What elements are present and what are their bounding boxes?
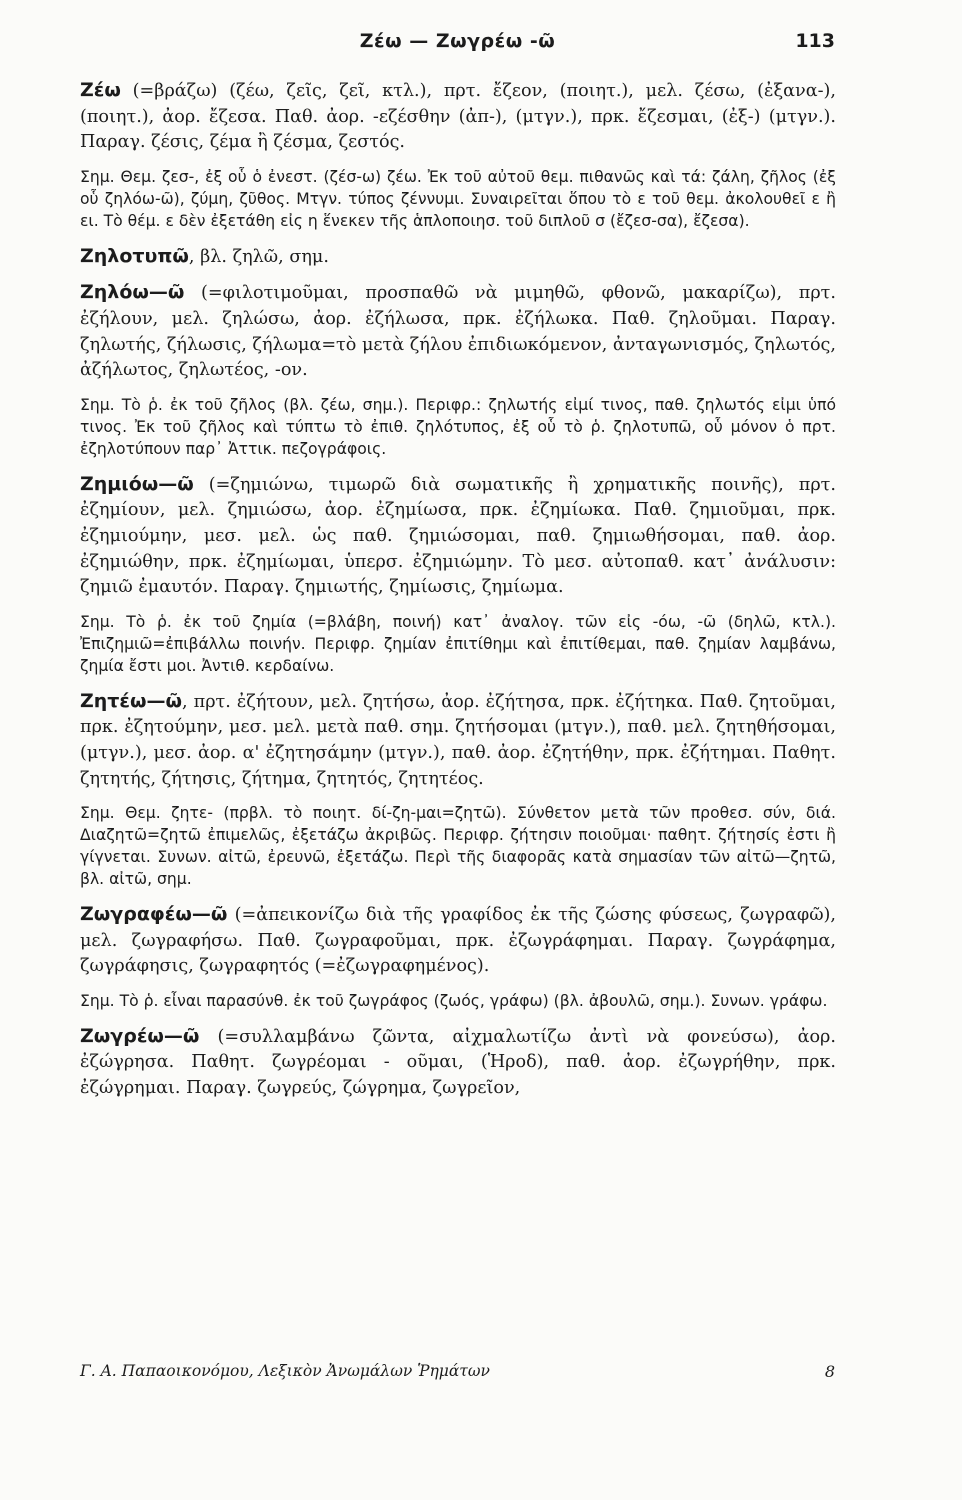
entry-zogreo: [80, 1024, 836, 1102]
page-number: 113: [795, 30, 835, 52]
entry-zeteo: [80, 689, 836, 792]
entry-note: Σημ. Τὸ ῥ. ἐκ τοῦ ζῆλος (βλ. ζέω, σημ.). Περιφρ.: ζηλωτής εἰμί τινος, παθ. ζηλωτός εἰμι ὑπό τινος. Ἐκ τοῦ ζῆλος καὶ τύπτω τὸ ἐπιθ. ζηλότυπος, ἐξ οὗ τὸ ῥ. ζηλοτυπῶ, οὗ μόνον ὁ πρτ. ἐζηλοτύπουν παρ᾽ Ἀττικ. πεζογράφοις.: [80, 395, 836, 458]
page-body: [80, 78, 836, 1112]
entry-note: Σημ. Θεμ. ζεσ-, ἐξ οὗ ὁ ἐνεστ. (ζέσ-ω) ζέω. Ἐκ τοῦ αὐτοῦ θεμ. πιθανῶς καὶ τά: ζάλη, ζῆλος (ἐξ οὗ ζηλόω-ῶ), ζύμη, ζῦθος. Μτγν. τύπος ζέννυμι. Συναιρεῖται ὅπου τὸ ε τοῦ θεμ. ἀκολουθεῖ ε ἢ ει. Τὸ θέμ. ε δὲν ἐξετάθη εἰς η ἕνεκεν τῆς ἁπλοποιησ. τοῦ διπλοῦ σ (ἔζεσ-σα), ἔζεσα).: [80, 167, 836, 230]
lemma: Ζητέω—ῶ: [80, 689, 183, 712]
lemma: Ζημιόω—ῶ: [80, 472, 194, 495]
lemma: Ζέω: [80, 79, 121, 101]
entry-zelotypo: [80, 244, 836, 271]
lemma: Ζωγραφέω—ῶ: [80, 903, 228, 926]
page-footer: [80, 1362, 835, 1386]
entry-zemioo: [80, 472, 836, 601]
entry-text: (=ζημιώνω, τιμωρῶ διὰ σωματικῆς ἢ χρηματικῆς ποινῆς), πρτ. ἐζημίουν, μελ. ζημιώσω, ἀορ. ἐζημίωσα, πρκ. ἐζημίωκα. Παθ. ζημιοῦμαι, πρκ. ἐζημιούμην, μεσ. μελ. ὡς παθ. ζημιώσομαι, παθ. ζημιωθήσομαι, παθ. ἀορ. ἐζημιώθην, πρκ. ἐζημίωμαι, ὑπερσ. ἐζημιώμην. Τὸ μεσ. αὐτοπαθ. κατ᾽ ἀνάλυσιν: ζημιῶ ἐμαυτόν. Παραγ. ζημιωτής, ζημίωσις, ζημίωμα.: [80, 474, 836, 598]
footer-citation: Γ. Α. Παπαοικονόμου, Λεξικὸν Ἀνωμάλων Ῥημάτων: [80, 1362, 490, 1380]
running-head: Ζέω — Ζωγρέω -ῶ: [359, 30, 556, 52]
lemma: Ζηλοτυπῶ: [80, 244, 189, 267]
entry-zeloo: [80, 280, 836, 383]
entry-text: (=φιλοτιμοῦμαι, προσπαθῶ νὰ μιμηθῶ, φθονῶ, μακαρίζω), πρτ. ἐζήλουν, μελ. ζηλώσω, ἀορ. ἐζήλωσα, πρκ. ἐζήλωκα. Παθ. ζηλοῦμαι. Παραγ. ζηλωτής, ζήλωσις, ζήλωμα=τὸ μετὰ ζήλου ἐπιδιωκόμενον, ἀνταγωνισμός, ζηλωτός, ἀζήλωτος, ζηλωτέος, -ον.: [80, 283, 836, 381]
lemma: Ζωγρέω—ῶ: [80, 1024, 200, 1047]
lemma: Ζηλόω—ῶ: [80, 281, 185, 304]
entry-note: Σημ. Τὸ ῥ. ἐκ τοῦ ζημία (=βλάβη, ποινή) κατ᾽ ἀναλογ. τῶν εἰς -όω, -ῶ (δηλῶ, κτλ.). Ἐπιζημιῶ=ἐπιβάλλω ποινήν. Περιφρ. ζημίαν ἐπιτίθημι καὶ ἐπιτίθεμαι, παθ. ζημίαν λαμβάνω, ζημία ἔστι μοι. Ἀντιθ. κερδαίνω.: [80, 612, 836, 675]
entry-text: (=ἀπεικονίζω διὰ τῆς γραφίδος ἐκ τῆς ζώσης φύσεως, ζωγραφῶ), μελ. ζωγραφήσω. Παθ. ζωγραφοῦμαι, πρκ. ἐζωγράφημαι. Παραγ. ζωγράφημα, ζωγράφησις, ζωγραφητός (=ἐζωγραφημένος).: [80, 905, 836, 977]
entry-text: (=συλλαμβάνω ζῶντα, αἰχμαλωτίζω ἀντὶ νὰ φονεύσω), ἀορ. ἐζώγρησα. Παθητ. ζωγρέομαι - οῦμαι, (Ἡροδ), παθ. ἀορ. ἐζωγρήθην, πρκ. ἐζώγρημαι. Παραγ. ζωγρεύς, ζώγρημα, ζωγρεῖον,: [80, 1026, 836, 1099]
entry-zeo: [80, 78, 836, 156]
entry-text: (=βράζω) (ζέω, ζεῖς, ζεῖ, κτλ.), πρτ. ἔζεον, (ποιητ.), μελ. ζέσω, (ἐξανα-), (ποιητ.), ἀορ. ἔζεσα. Παθ. ἀορ. -εζέσθην (ἀπ-), (μτγν.), πρκ. ἔζεσμαι, (ἐξ-) (μτγν.). Παραγ. ζέσις, ζέμα ἢ ζέσμα, ζεστός.: [80, 81, 836, 153]
entry-text: , πρτ. ἐζήτουν, μελ. ζητήσω, ἀορ. ἐζήτησα, πρκ. ἐζήτηκα. Παθ. ζητοῦμαι, πρκ. ἐζητούμην, μεσ. μελ. μετὰ παθ. σημ. ζητήσομαι (μτγν.), παθ. μελ. ζητηθήσομαι, (μτγν.), μεσ. ἀορ. α' ἐζητησάμην (μτγν.), παθ. ἀορ. ἐζητήθην, πρκ. ἐζήτημαι. Παθητ. ζητητής, ζήτησις, ζήτημα, ζητητός, ζητητέος.: [80, 691, 836, 789]
signature-mark: 8: [824, 1362, 835, 1381]
entry-note: Σημ. Θεμ. ζητε- (πρβλ. τὸ ποιητ. δί-ζη-μαι=ζητῶ). Σύνθετον μετὰ τῶν προθεσ. σύν, διά. Διαζητῶ=ζητῶ ἐπιμελῶς, ἐξετάζω ἀκριβῶς. Περιφρ. ζήτησιν ποιοῦμαι· παθητ. ζήτησίς ἐστι ἢ γίγνεται. Συνων. αἰτῶ, ἐρευνῶ, ἐξετάζω. Περὶ τῆς διαφορᾶς κατὰ σημασίαν τῶν αἰτῶ—ζητῶ, βλ. αἰτῶ, σημ.: [80, 804, 836, 889]
page-header: [80, 30, 835, 60]
entry-zographeo: [80, 902, 836, 980]
entry-note: Σημ. Τὸ ῥ. εἶναι παρασύνθ. ἐκ τοῦ ζωγράφος (ζωός, γράφω) (βλ. ἀβουλῶ, σημ.). Συνων. γράφω.: [80, 991, 828, 1010]
entry-text: , βλ. ζηλῶ, σημ.: [188, 246, 329, 267]
